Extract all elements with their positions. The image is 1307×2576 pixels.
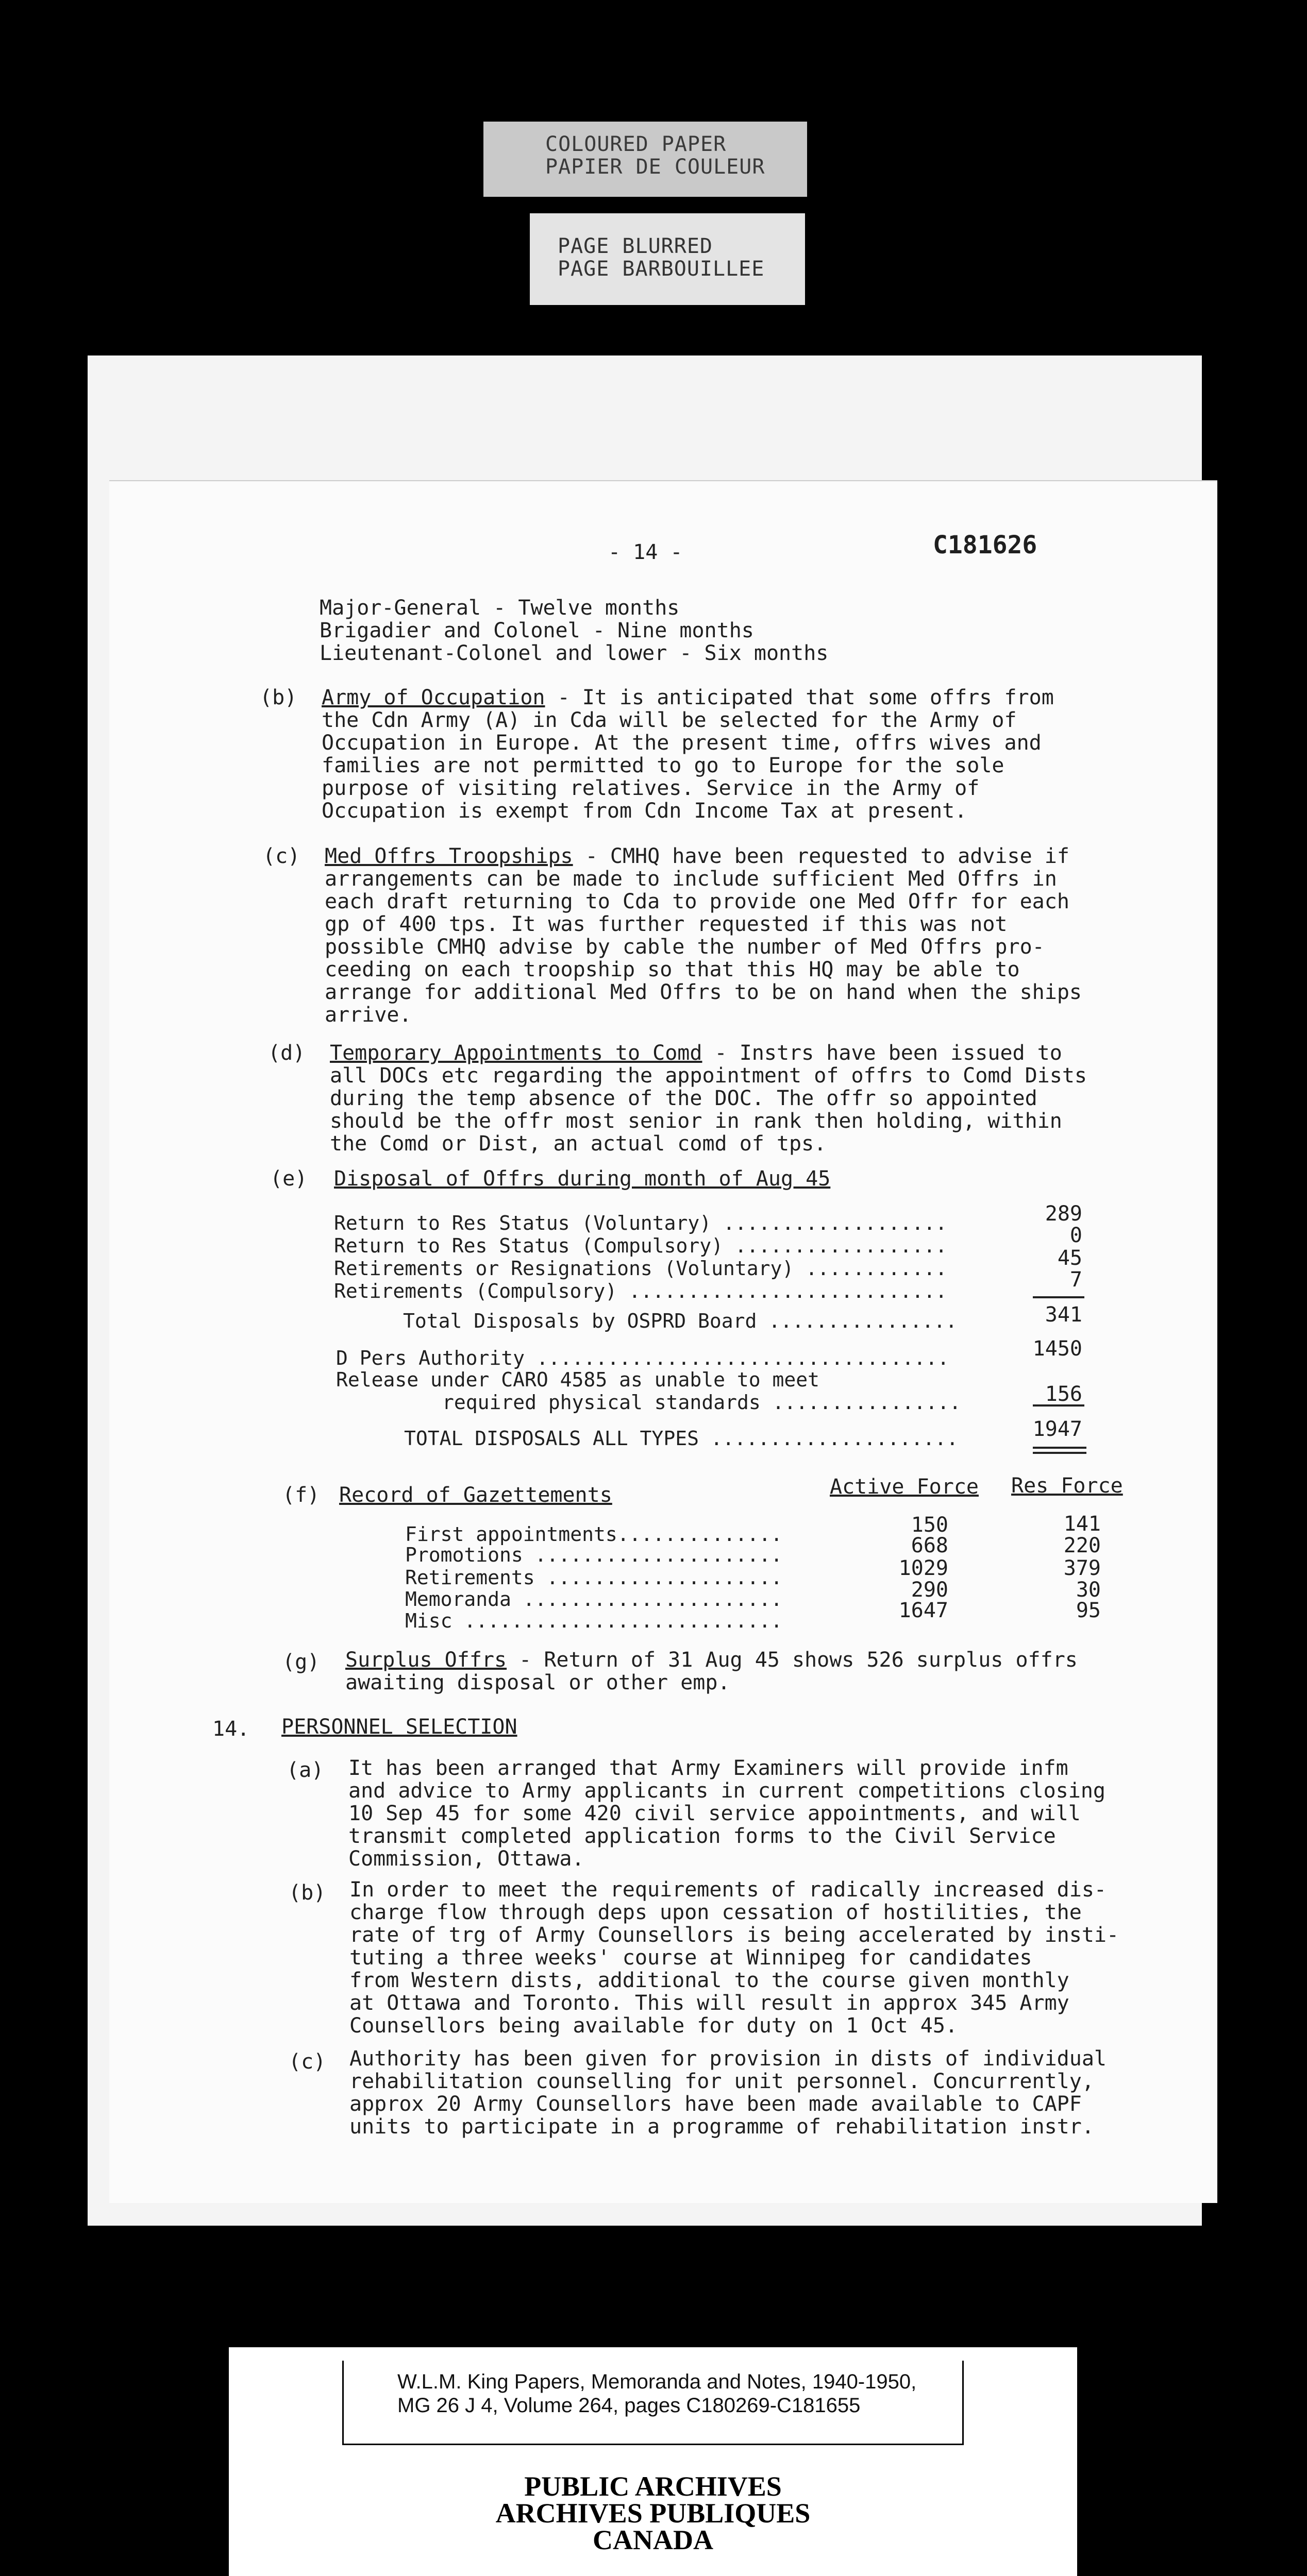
gazette-res: 95 [1076, 1599, 1101, 1622]
para-line: gp of 400 tps. It was further requested if this was not [325, 912, 1008, 936]
blurred-label-fr: PAGE BARBOUILLEE [558, 257, 765, 281]
column-header-active: Active Force [830, 1475, 979, 1499]
gazette-active: 668 [911, 1534, 948, 1557]
para-line: arrangements can be made to include sufficient Med Offrs in [325, 867, 1057, 891]
para-line: arrange for additional Med Offrs to be on hand when the ships [325, 980, 1082, 1004]
source-citation [342, 2361, 964, 2445]
source-line: MG 26 J 4, Volume 264, pages C180269-C181655 [397, 2394, 861, 2417]
gazette-active: 1029 [898, 1556, 948, 1580]
page-number: - 14 - [608, 540, 683, 564]
para-marker: (d) [268, 1041, 306, 1065]
release-value: 156 [1045, 1382, 1082, 1406]
column-header-res: Res Force [1011, 1474, 1123, 1498]
para-line: rehabilitation counselling for unit personnel. Concurrently, [349, 2070, 1094, 2093]
term-line: Major-General - Twelve months [320, 596, 680, 620]
gazette-res: 379 [1063, 1556, 1101, 1580]
disposal-value: 45 [1057, 1246, 1082, 1270]
release-label: required physical standards ................ [442, 1391, 961, 1414]
para-line: rate of trg of Army Counsellors is being accelerated by insti- [349, 1923, 1119, 1947]
para-line: possible CMHQ advise by cable the number of Med Offrs pro- [325, 935, 1045, 959]
dpers-label: D Pers Authority ................................... [336, 1347, 949, 1369]
para-heading: Record of Gazettements [339, 1483, 612, 1507]
archives-line: ARCHIVES PUBLIQUES [495, 2498, 811, 2529]
para-marker: (a) [287, 1758, 324, 1782]
para-heading: Surplus Offrs [345, 1648, 507, 1672]
section-heading: PERSONNEL SELECTION [281, 1715, 517, 1739]
term-line: Lieutenant-Colonel and lower - Six months [320, 641, 829, 665]
para-line: families are not permitted to go to Europe for the sole [322, 754, 1004, 777]
coloured-label-en: COLOURED PAPER [545, 132, 727, 156]
para-line: all DOCs etc regarding the appointment of offrs to Comd Dists [330, 1064, 1087, 1088]
para-line: - Return of 31 Aug 45 shows 526 surplus offrs [507, 1648, 1078, 1672]
gazette-label: Promotions ..................... [405, 1544, 783, 1566]
para-line: - It is anticipated that some offrs from [545, 686, 1054, 709]
para-line: transmit completed application forms to the Civil Service [348, 1824, 1056, 1848]
document-reference: C181626 [933, 531, 1037, 560]
para-line: Counsellors being available for duty on 1 Oct 45. [349, 2014, 958, 2038]
para-heading: Army of Occupation [322, 686, 545, 709]
blurred-label-en: PAGE BLURRED [558, 234, 713, 258]
para-line: 10 Sep 45 for some 420 civil service appointments, and will [348, 1802, 1081, 1825]
para-heading: Temporary Appointments to Comd [330, 1041, 702, 1065]
double-rule [1033, 1447, 1086, 1449]
gazette-active: 150 [911, 1513, 948, 1537]
gazette-label: Retirements .................... [405, 1566, 783, 1589]
para-line: Occupation is exempt from Cdn Income Tax at present. [322, 799, 967, 823]
para-marker: (e) [270, 1167, 308, 1191]
para-marker: (c) [289, 2050, 326, 2074]
para-line: and advice to Army applicants in current competitions closing [348, 1779, 1106, 1803]
osprd-total-value: 341 [1045, 1303, 1082, 1327]
para-line: the Comd or Dist, an actual comd of tps. [330, 1132, 827, 1156]
gazette-label: First appointments.............. [405, 1523, 783, 1546]
archives-line: PUBLIC ARCHIVES [524, 2471, 782, 2502]
gazette-label: Misc ........................... [405, 1609, 783, 1632]
release-label: Release under CARO 4585 as unable to meet [336, 1368, 819, 1391]
grand-total-label: TOTAL DISPOSALS ALL TYPES ..................... [404, 1427, 959, 1450]
subtotal-rule [1033, 1404, 1084, 1406]
para-line: units to participate in a programme of rehabilitation instr. [349, 2115, 1094, 2139]
para-marker: (b) [260, 686, 297, 709]
para-heading: Disposal of Offrs during month of Aug 45 [334, 1167, 831, 1191]
coloured-paper-label [483, 122, 807, 197]
para-line: at Ottawa and Toronto. This will result in approx 345 Army [349, 1991, 1069, 2015]
archives-stamp [229, 2473, 1077, 2553]
page-blurred-label [530, 213, 805, 305]
gazette-label: Memoranda ...................... [405, 1588, 783, 1611]
archives-line: CANADA [593, 2524, 713, 2555]
grand-total-value: 1947 [1032, 1417, 1082, 1441]
para-line: from Western dists, additional to the course given monthly [349, 1969, 1069, 1992]
disposal-label: Return to Res Status (Compulsory) .................. [334, 1234, 947, 1257]
para-line: In order to meet the requirements of radically increased dis- [349, 1878, 1107, 1902]
disposal-value: 0 [1069, 1224, 1082, 1247]
para-marker: (g) [282, 1650, 320, 1674]
disposal-value: 7 [1069, 1268, 1082, 1292]
coloured-label-fr: PAPIER DE COULEUR [545, 155, 765, 179]
para-line: during the temp absence of the DOC. The offr so appointed [330, 1087, 1037, 1110]
para-marker: (b) [289, 1881, 326, 1905]
para-line: Occupation in Europe. At the present time, offrs wives and [322, 731, 1042, 755]
para-line: should be the offr most senior in rank then holding, within [330, 1109, 1062, 1133]
disposal-label: Return to Res Status (Voluntary) ................... [334, 1212, 947, 1234]
para-line: approx 20 Army Counsellors have been made available to CAPF [349, 2092, 1082, 2116]
para-line: Authority has been given for provision in dists of individual [349, 2047, 1107, 2071]
subtotal-rule [1033, 1296, 1084, 1298]
disposal-label: Retirements (Compulsory) ........................... [334, 1280, 947, 1302]
double-rule [1033, 1452, 1086, 1454]
para-marker: (c) [263, 844, 300, 868]
disposal-value: 289 [1045, 1202, 1082, 1226]
para-line: ceeding on each troopship so that this HQ may be able to [325, 958, 1020, 981]
para-line: the Cdn Army (A) in Cda will be selected for the Army of [322, 708, 1017, 732]
para-line: awaiting disposal or other emp. [345, 1671, 730, 1694]
gazette-res: 220 [1063, 1534, 1101, 1557]
disposal-label: Retirements or Resignations (Voluntary) ............ [334, 1257, 947, 1280]
para-line: - Instrs have been issued to [702, 1041, 1062, 1065]
para-line: charge flow through deps upon cessation of hostilities, the [349, 1901, 1082, 1924]
section-number: 14. [212, 1717, 250, 1741]
para-marker: (f) [282, 1483, 320, 1507]
para-line: Commission, Ottawa. [348, 1847, 584, 1871]
para-line: tuting a three weeks' course at Winnipeg for candidates [349, 1946, 1032, 1970]
para-line: arrive. [325, 1003, 412, 1027]
para-line: - CMHQ have been requested to advise if [573, 844, 1069, 868]
para-line: each draft returning to Cda to provide one Med Offr for each [325, 890, 1069, 913]
gazette-res: 141 [1063, 1512, 1101, 1536]
dpers-value: 1450 [1032, 1337, 1082, 1361]
term-line: Brigadier and Colonel - Nine months [320, 619, 754, 642]
para-heading: Med Offrs Troopships [325, 844, 573, 868]
para-line: purpose of visiting relatives. Service in the Army of [322, 776, 980, 800]
source-line: W.L.M. King Papers, Memoranda and Notes, 1940-1950, [397, 2370, 917, 2393]
osprd-total-label: Total Disposals by OSPRD Board ................ [403, 1310, 958, 1332]
para-line: It has been arranged that Army Examiners will provide infm [348, 1756, 1068, 1780]
gazette-active: 290 [911, 1578, 948, 1602]
gazette-active: 1647 [898, 1599, 948, 1622]
gazette-res: 30 [1076, 1578, 1101, 1602]
